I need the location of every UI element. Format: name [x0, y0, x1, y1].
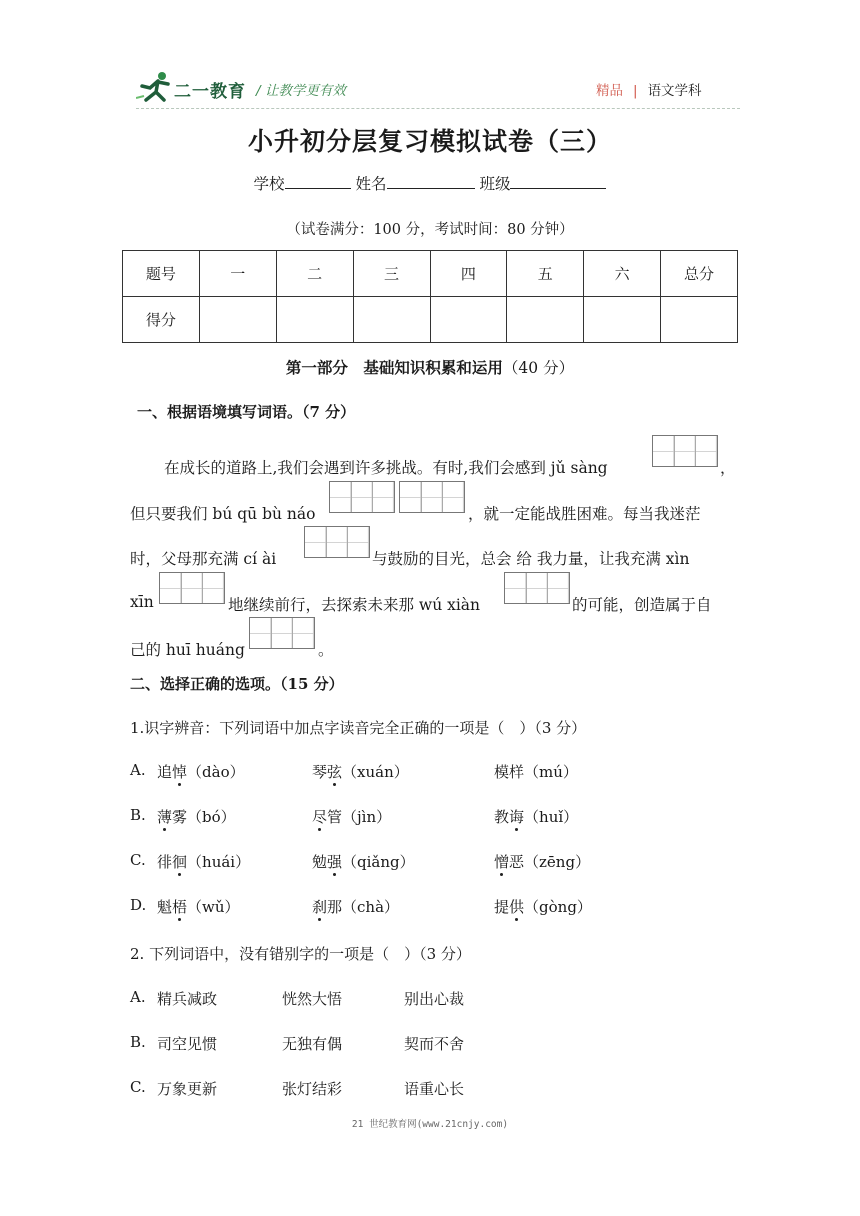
part-points: （40 分） — [502, 359, 575, 377]
score-input-cell[interactable] — [199, 297, 276, 343]
writing-grid[interactable] — [304, 526, 370, 558]
header-divider — [136, 108, 740, 109]
pinyin: （jìn） — [342, 808, 392, 826]
section2-heading: 二、选择正确的选项。（15 分） — [130, 675, 344, 693]
option-char: 勉 — [312, 853, 328, 871]
score-input-cell[interactable] — [584, 297, 661, 343]
score-table — [122, 250, 738, 343]
q1-option-b-word2 — [312, 806, 391, 827]
fill-line-3: 时，父母那充满 cí ài — [130, 550, 277, 568]
dotted-char: 尽 — [312, 808, 328, 826]
q1-option-a-word1 — [157, 761, 245, 782]
score-cell: 题号 — [123, 251, 200, 297]
header-separator: | — [633, 83, 638, 99]
score-input-cell[interactable] — [276, 297, 353, 343]
pinyin: （zēng） — [524, 853, 591, 871]
q1-option-a-label[interactable]: A. — [130, 761, 146, 779]
slogan: / 让教学更有效 — [256, 83, 346, 99]
q2-option-b-word3: 契而不舍 — [404, 1035, 465, 1053]
fill-line-1-end: ， — [720, 459, 736, 477]
score-input-cell[interactable] — [430, 297, 507, 343]
fill-line-4: xīn — [130, 593, 154, 611]
score-cell: 五 — [507, 251, 584, 297]
dotted-char: 刹 — [312, 898, 328, 916]
pinyin: （huái） — [187, 853, 251, 871]
q2-option-a-word2: 恍然大悟 — [282, 990, 343, 1008]
score-cell: 三 — [353, 251, 430, 297]
writing-grid[interactable] — [399, 481, 465, 513]
q2-option-c-word3: 语重心长 — [404, 1080, 465, 1098]
q1-option-a-word3 — [494, 761, 578, 782]
pinyin: （huǐ） — [524, 808, 579, 826]
pinyin: （dào） — [187, 763, 245, 781]
option-char: 那 — [327, 898, 343, 916]
score-cell: 六 — [584, 251, 661, 297]
q2-option-c-word1: 万象更新 — [157, 1080, 218, 1098]
score-input-cell[interactable] — [353, 297, 430, 343]
pinyin: （chà） — [342, 898, 400, 916]
q2-option-a-word3: 别出心裁 — [404, 990, 465, 1008]
option-char: 教 — [494, 808, 510, 826]
q1-option-b-word1 — [157, 806, 236, 827]
option-char: 恶 — [509, 853, 525, 871]
school-label: 学校 — [253, 175, 285, 193]
pinyin: （mú） — [524, 763, 578, 781]
fill-line-4-end: 的可能，创造属于自 — [572, 596, 712, 614]
question-2: 2. 下列词语中，没有错别字的一项是（ ）（3 分） — [130, 945, 471, 963]
dotted-char: 徊 — [172, 853, 188, 871]
section1-heading: 一、根据语境填写词语。（7 分） — [137, 403, 356, 421]
student-info — [0, 172, 860, 194]
question-1: 1.识字辨音：下列词语中加点字读音完全正确的一项是（ ）（3 分） — [130, 719, 587, 737]
score-input-cell[interactable] — [507, 297, 584, 343]
fill-line-3-end: 与鼓励的目光，总会 给 我力量，让我充满 xìn — [372, 550, 690, 568]
q2-option-a-word1: 精兵减政 — [157, 990, 218, 1008]
pinyin: （qiǎng） — [342, 853, 415, 871]
part-title-text: 第一部分 基础知识积累和运用 — [285, 358, 503, 377]
dotted-char: 供 — [509, 898, 525, 916]
q1-option-d-label[interactable]: D. — [130, 896, 147, 914]
writing-grid[interactable] — [504, 572, 570, 604]
pinyin: （gòng） — [524, 898, 592, 916]
writing-grid[interactable] — [249, 617, 315, 649]
q2-option-c-word2: 张灯结彩 — [282, 1080, 343, 1098]
dotted-char: 弦 — [327, 763, 343, 781]
score-cell: 四 — [430, 251, 507, 297]
writing-grid[interactable] — [329, 481, 395, 513]
q2-option-b-word2: 无独有偶 — [282, 1035, 343, 1053]
page-title: 小升初分层复习模拟试卷（三） — [247, 127, 612, 156]
fill-line-5-end: 。 — [318, 641, 334, 659]
class-blank[interactable] — [510, 172, 606, 189]
q2-option-c-label[interactable]: C. — [130, 1078, 146, 1096]
pinyin: （wǔ） — [187, 898, 240, 916]
q1-option-c-word3 — [494, 851, 590, 872]
q1-option-b-label[interactable]: B. — [130, 806, 146, 824]
name-blank[interactable] — [387, 172, 475, 189]
school-blank[interactable] — [285, 172, 351, 189]
fill-line-2: 但只要我们 bú qū bù náo — [130, 505, 316, 523]
q1-option-a-word2 — [312, 761, 409, 782]
option-char: 模 — [494, 763, 510, 781]
score-cell: 总分 — [661, 251, 738, 297]
q2-option-b-word1: 司空见惯 — [157, 1035, 218, 1053]
score-cell: 一 — [199, 251, 276, 297]
writing-grid[interactable] — [159, 572, 225, 604]
subject-label: 语文学科 — [647, 83, 702, 99]
q1-option-d-word2 — [312, 896, 399, 917]
dotted-char: 憎 — [494, 853, 510, 871]
q1-option-c-word1 — [157, 851, 250, 872]
q1-option-d-word1 — [157, 896, 240, 917]
q1-option-c-word2 — [312, 851, 415, 872]
score-input-cell[interactable] — [661, 297, 738, 343]
dotted-char: 强 — [327, 853, 343, 871]
part-title — [0, 356, 860, 378]
option-char: 魁 — [157, 898, 173, 916]
score-row-label: 得分 — [123, 297, 200, 343]
quality-label: 精品 — [596, 83, 623, 99]
name-label: 姓名 — [355, 175, 387, 193]
fill-line-4-mid: 地继续前行，去探索未来那 wú xiàn — [228, 596, 481, 614]
score-value-row — [123, 297, 738, 343]
dotted-char: 梧 — [172, 898, 188, 916]
q1-option-c-label[interactable]: C. — [130, 851, 146, 869]
option-char: 追 — [157, 763, 173, 781]
brand-name: 二一教育 — [174, 82, 246, 102]
dotted-char: 悼 — [172, 763, 188, 781]
option-char: 样 — [509, 763, 525, 781]
q2-option-a-label[interactable]: A. — [130, 988, 146, 1006]
score-cell: 二 — [276, 251, 353, 297]
page-footer: 21 世纪教育网(www.21cnjy.com) — [351, 1119, 509, 1130]
option-char: 管 — [327, 808, 343, 826]
header-right — [596, 79, 702, 99]
exam-note: （试卷满分：100 分，考试时间：80 分钟） — [286, 222, 574, 238]
class-label: 班级 — [479, 175, 511, 193]
score-header-row — [123, 251, 738, 297]
option-char: 提 — [494, 898, 510, 916]
option-char: 琴 — [312, 763, 328, 781]
q1-option-b-word3 — [494, 806, 578, 827]
fill-line-2-end: ，就一定能战胜困难。每当我迷茫 — [468, 505, 701, 523]
option-char: 徘 — [157, 853, 173, 871]
q2-option-b-label[interactable]: B. — [130, 1033, 146, 1051]
fill-line-5: 己的 huī huáng — [130, 641, 245, 659]
q1-option-d-word3 — [494, 896, 592, 917]
pinyin: （bó） — [187, 808, 236, 826]
dotted-char: 诲 — [509, 808, 525, 826]
fill-line-1: 在成长的道路上,我们会遇到许多挑战。有时,我们会感到 jǔ sàng — [164, 459, 608, 477]
writing-grid[interactable] — [652, 435, 718, 467]
pinyin: （xuán） — [342, 763, 409, 781]
runner-logo-icon — [136, 70, 176, 104]
dotted-char: 薄 — [157, 808, 173, 826]
option-char: 雾 — [172, 808, 188, 826]
